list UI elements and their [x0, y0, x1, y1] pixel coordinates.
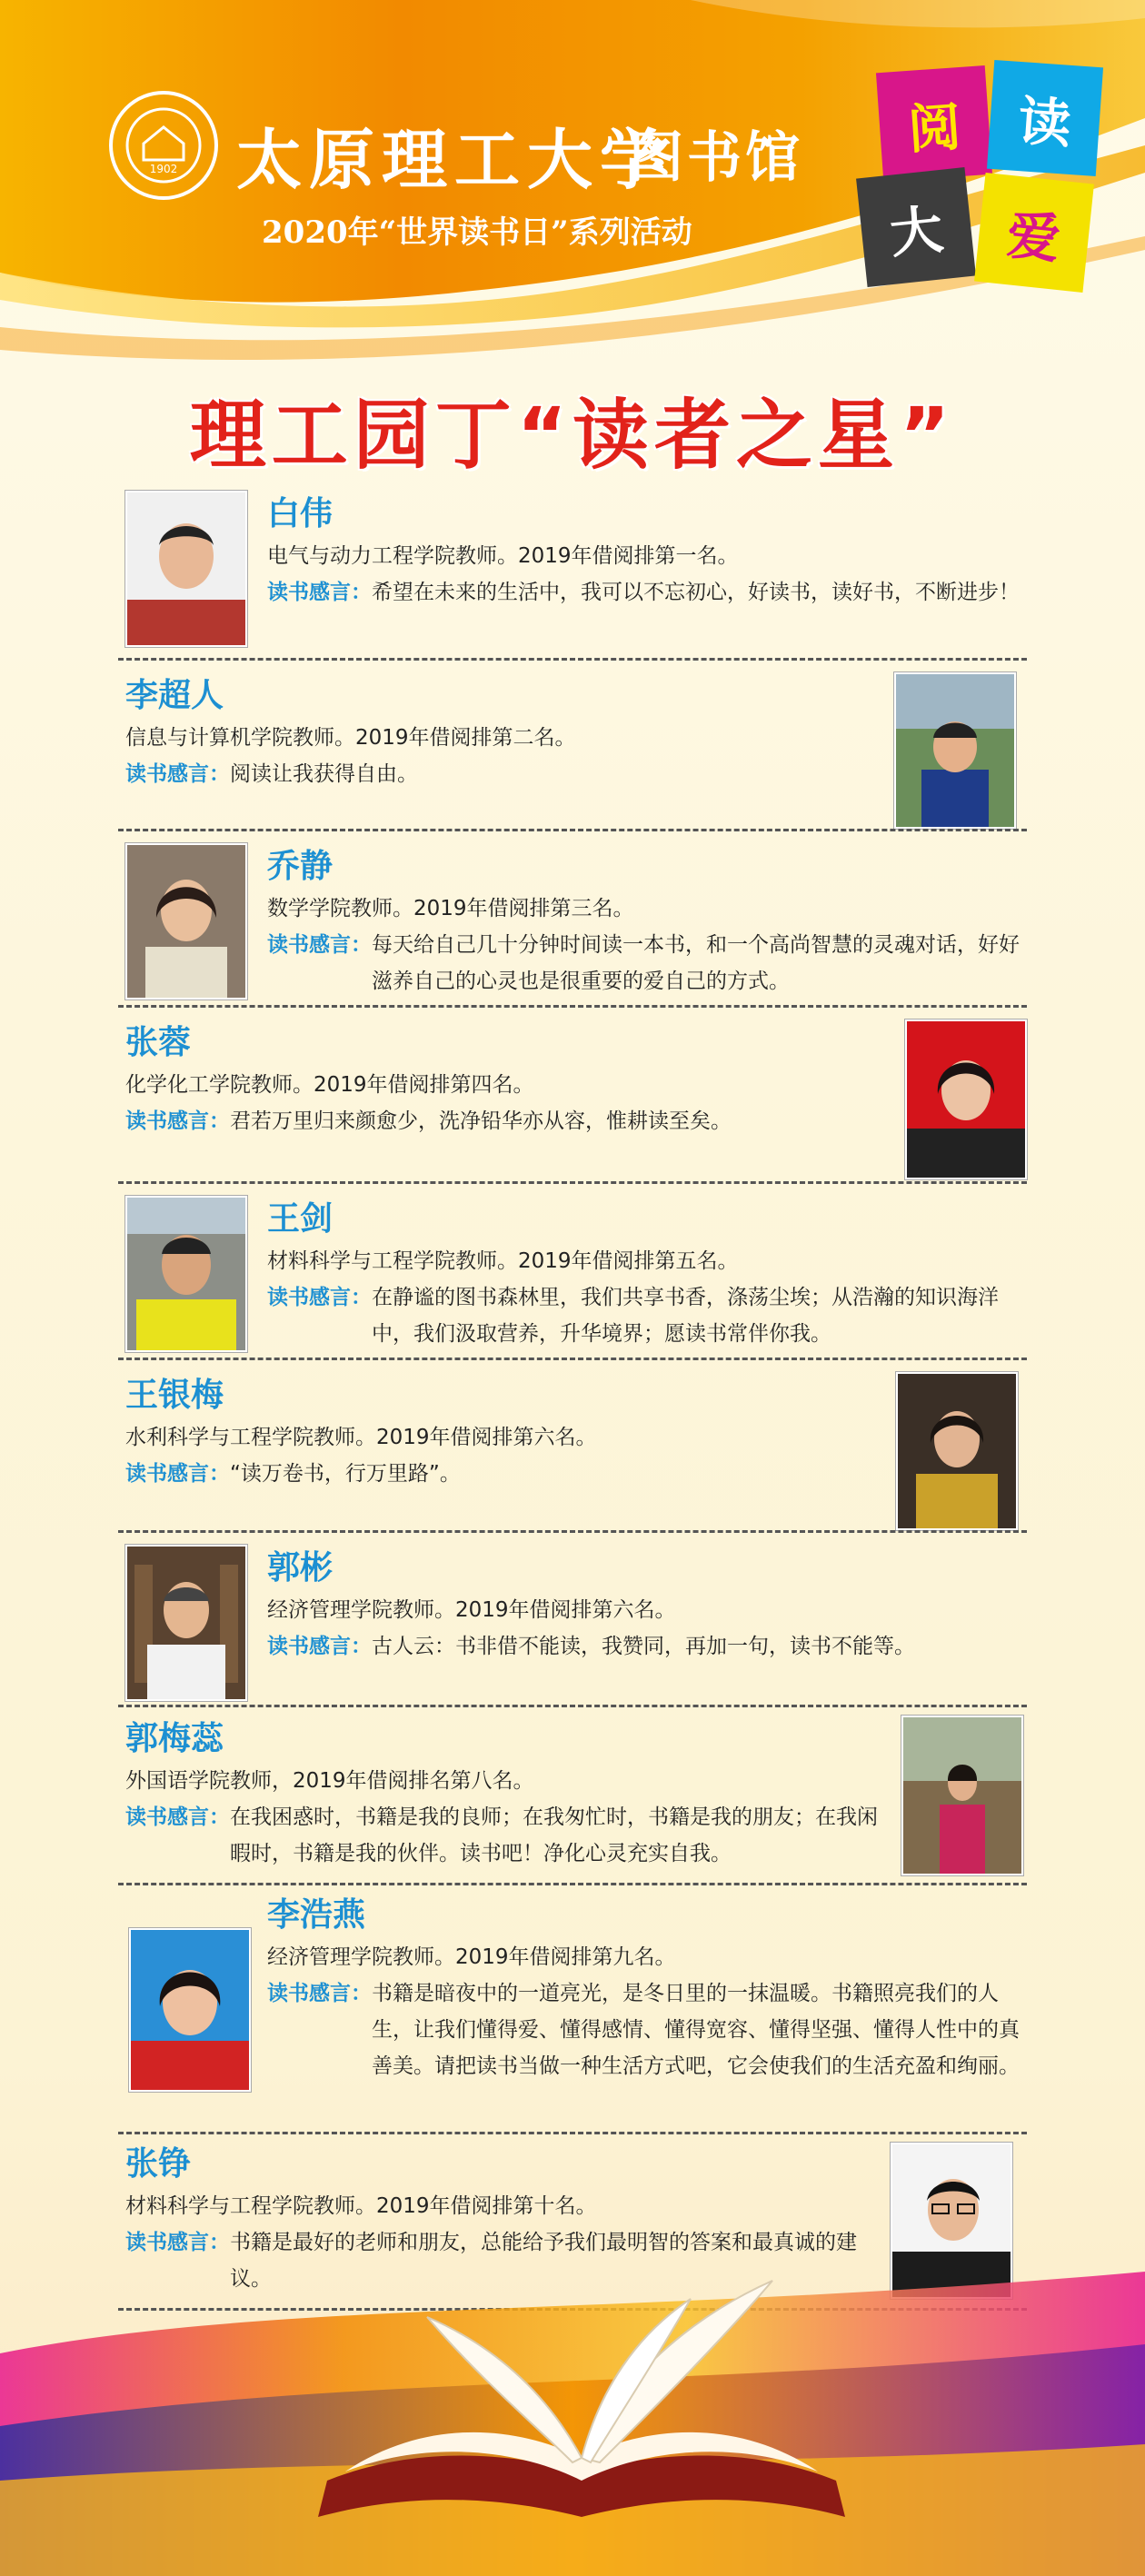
quote-label: 读书感言： [125, 1805, 230, 1829]
reading-quote [267, 1279, 1027, 1352]
portrait-photo [901, 1716, 1023, 1875]
quote-label: 读书感言： [267, 1982, 372, 2005]
teacher-dept: 电气与动力工程学院教师。2019年借阅排第一名。 [267, 544, 739, 568]
quote-text: 古人云：书非借不能读，我赞同，再加一句，读书不能等。 [372, 1635, 915, 1658]
teacher-dept: 经济管理学院教师。2019年借阅排第六名。 [267, 1598, 676, 1622]
teacher-dept: 材料科学与工程学院教师。2019年借阅排第五名。 [267, 1249, 739, 1273]
divider [118, 1530, 1027, 1533]
teacher-dept: 水利科学与工程学院教师。2019年借阅排第六名。 [125, 1426, 597, 1449]
reading-quote [267, 927, 1027, 1000]
portrait-photo [125, 491, 247, 647]
library-name: 图书馆 [629, 126, 803, 190]
teacher-name: 王银梅 [125, 1377, 224, 1414]
quote-text: 希望在未来的生活中，我可以不忘初心，好读书，读好书，不断进步！ [372, 581, 1020, 604]
divider [118, 1358, 1027, 1360]
divider [118, 2132, 1027, 2134]
entry-1 [118, 491, 1027, 654]
portrait-photo [125, 843, 247, 1000]
footer-book-illustration [0, 2244, 1145, 2576]
reading-quote [267, 574, 1027, 611]
quote-label: 读书感言： [267, 1286, 372, 1309]
divider [118, 1181, 1027, 1184]
entry-6 [118, 1372, 1027, 1536]
teacher-name: 郭梅蕊 [125, 1720, 224, 1757]
divider [118, 1005, 1027, 1008]
teacher-dept: 化学化工学院教师。2019年借阅排第四名。 [125, 1073, 534, 1097]
portrait-photo [896, 1372, 1018, 1530]
reading-quote [125, 1799, 889, 1872]
divider [118, 1705, 1027, 1707]
reading-quote [267, 1975, 1027, 2084]
quote-label: 读书感言： [267, 933, 372, 957]
quote-text: 书籍是暗夜中的一道亮光，是冬日里的一抹温暖。书籍照亮我们的人生，让我们懂得爱、懂得感情、懂得宽容、懂得坚强、懂得人性中的真善美。请把读书当做一种生活方式吧，它会使我们的生活充盈和绚丽。 [372, 1982, 1020, 2078]
teacher-name: 李浩燕 [267, 1896, 366, 1934]
divider [118, 658, 1027, 661]
quote-text: 书籍是最好的老师和朋友，总能给予我们最明智的答案和最真诚的建议。 [230, 2231, 857, 2291]
entry-4 [118, 1019, 1027, 1183]
quote-label: 读书感言： [125, 762, 230, 786]
teacher-dept: 外国语学院教师，2019年借阅排名第八名。 [125, 1769, 534, 1793]
teacher-name: 李超人 [125, 677, 224, 714]
entry-8 [118, 1716, 1027, 1879]
teacher-dept: 信息与计算机学院教师。2019年借阅排第二名。 [125, 726, 576, 750]
teacher-name: 郭彬 [267, 1549, 334, 1586]
portrait-photo [905, 1019, 1027, 1179]
quote-text: “读万卷书，行万里路”。 [230, 1462, 461, 1486]
cube-yue: 阅 [876, 65, 992, 182]
quote-label: 读书感言： [267, 581, 372, 604]
svg-text:1902: 1902 [149, 163, 178, 175]
teacher-name: 白伟 [267, 495, 334, 532]
divider [118, 1883, 1027, 1885]
quote-label: 读书感言： [125, 1462, 230, 1486]
main-title: 理工园丁“读者之星” [189, 391, 956, 480]
reading-quote [125, 756, 852, 792]
quote-label: 读书感言： [125, 2231, 230, 2254]
quote-text: 每天给自己几十分钟时间读一本书，和一个高尚智慧的灵魂对话，好好滋养自己的心灵也是很重要的爱自己的方式。 [372, 933, 1020, 993]
school-name: 太原理工大学 [236, 121, 673, 198]
portrait-photo [129, 1928, 251, 2092]
teacher-name: 张蓉 [125, 1024, 192, 1061]
reading-quote [267, 1628, 1027, 1665]
teacher-name: 乔静 [267, 848, 334, 885]
teacher-dept: 经济管理学院教师。2019年借阅排第九名。 [267, 1945, 676, 1969]
event-title: 2020年“世界读书日”系列活动 [262, 214, 692, 251]
portrait-photo [125, 1196, 247, 1352]
reading-quote [125, 1103, 852, 1139]
entry-7 [118, 1545, 1027, 1708]
entry-3 [118, 843, 1027, 1007]
portrait-photo [125, 1545, 247, 1701]
teacher-dept: 数学学院教师。2019年借阅排第三名。 [267, 897, 634, 920]
cube-da: 大 [856, 167, 976, 287]
reading-quote [125, 1456, 852, 1492]
university-logo [107, 89, 220, 202]
entry-9 [118, 1892, 1027, 2128]
cube-du: 读 [987, 60, 1103, 176]
quote-text: 君若万里归来颜愈少，洗净铅华亦从容，惟耕读至矣。 [230, 1109, 732, 1133]
quote-label: 读书感言： [267, 1635, 372, 1658]
teacher-name: 王剑 [267, 1200, 334, 1238]
entry-5 [118, 1196, 1027, 1359]
quote-text: 在我困惑时，书籍是我的良师；在我匆忙时，书籍是我的朋友；在我闲暇时，书籍是我的伙伴。读书吧！净化心灵充实自我。 [230, 1805, 878, 1865]
entry-2 [118, 672, 1027, 836]
quote-label: 读书感言： [125, 1109, 230, 1133]
divider [118, 829, 1027, 831]
teacher-dept: 材料科学与工程学院教师。2019年借阅排第十名。 [125, 2194, 597, 2218]
cube-ai: 爱 [974, 173, 1094, 293]
quote-text: 阅读让我获得自由。 [230, 762, 418, 786]
quote-text: 在静谧的图书森林里，我们共享书香，涤荡尘埃；从浩瀚的知识海洋中，我们汲取营养，升华境界；愿读书常伴你我。 [372, 1286, 999, 1346]
portrait-photo [894, 672, 1016, 829]
teacher-name: 张铮 [125, 2145, 192, 2183]
